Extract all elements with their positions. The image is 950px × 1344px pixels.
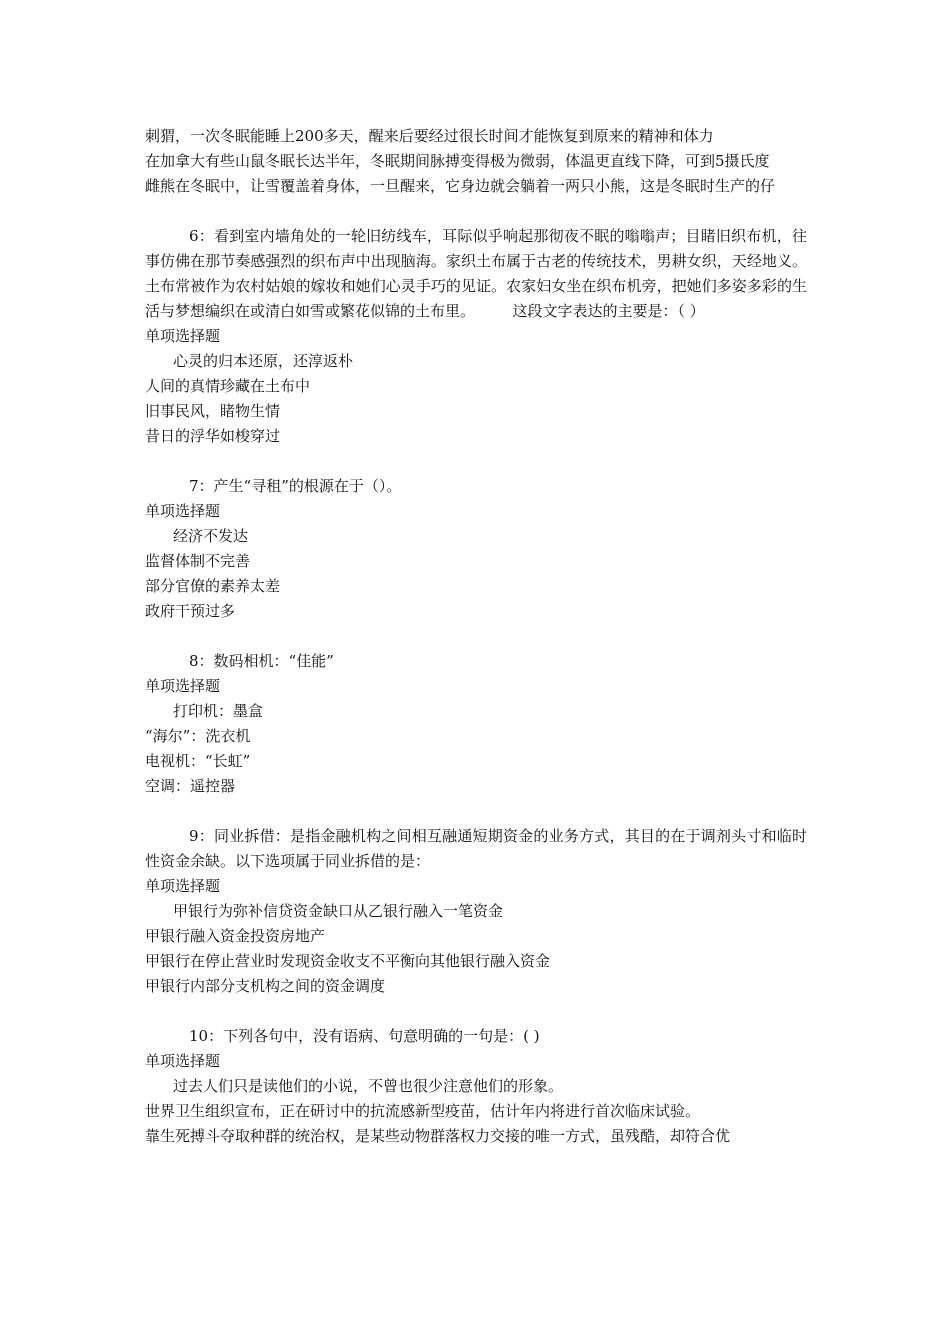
paragraph-gap — [145, 449, 807, 474]
option: 监督体制不完善 — [145, 552, 251, 570]
question-stem: 7：产生“寻租”的根源在于（）。 — [189, 477, 402, 495]
option: 世界卫生组织宣布，正在研讨中的抗流感新型疫苗，估计年内将进行首次临床试验。 — [145, 1102, 701, 1120]
paragraph-gap — [145, 799, 807, 824]
option: 靠生死搏斗夺取种群的统治权，是某些动物群落权力交接的唯一方式，虽残酷，却符合优 — [145, 1127, 731, 1145]
question-stem: 8：数码相机：“佳能” — [189, 652, 334, 670]
option: 经济不发达 — [173, 527, 249, 545]
option: 电视机：“长虹” — [145, 752, 251, 770]
option: 心灵的归本还原，还淳返朴 — [173, 352, 354, 370]
question-type: 单项选择题 — [145, 502, 221, 520]
paragraph-gap — [145, 999, 807, 1024]
question-type: 单项选择题 — [145, 1052, 221, 1070]
question-stem: 9：同业拆借：是指金融机构之间相互融通短期资金的业务方式，其目的在于调剂头寸和临时性资金余缺。以下选项属于同业拆借的是： — [145, 827, 807, 870]
option: 甲银行在停止营业时发现资金收支不平衡向其他银行融入资金 — [145, 952, 551, 970]
document-page — [145, 124, 807, 1149]
intro-line: 在加拿大有些山鼠冬眠长达半年，冬眠期间脉搏变得极为微弱，体温更直线下降，可到5摄氏度 — [145, 152, 770, 170]
paragraph-gap — [145, 199, 807, 224]
intro-line: 刺猬，一次冬眠能睡上200多天，醒来后要经过很长时间才能恢复到原来的精神和体力 — [145, 127, 714, 145]
question-type: 单项选择题 — [145, 677, 221, 695]
option: 甲银行融入资金投资房地产 — [145, 927, 326, 945]
question-type: 单项选择题 — [145, 327, 221, 345]
option: “海尔”：洗衣机 — [145, 727, 251, 745]
question-type: 单项选择题 — [145, 877, 221, 895]
option: 甲银行为弥补信贷资金缺口从乙银行融入一笔资金 — [173, 902, 504, 920]
question-stem: 10：下列各句中，没有语病、句意明确的一句是：( ) — [189, 1027, 540, 1045]
option: 旧事民风，睹物生情 — [145, 402, 281, 420]
question-stem: 6：看到室内墙角处的一轮旧纺线车，耳际似乎响起那彻夜不眠的嗡嗡声；目睹旧织布机，往事仿佛在那节奏感强烈的织布声中出现脑海。家织土布属于古老的传统技术，男耕女织，天经地义。土布常被作为农村姑娘的嫁妆和她们心灵手巧的见证。农家妇女坐在织布机旁，把她们多姿多彩的生活与梦想编织在或清白如雪或繁花似锦的土布里。 这段文字表达的主要是：（ ） — [145, 227, 807, 320]
option: 人间的真情珍藏在土布中 — [145, 377, 311, 395]
option: 过去人们只是读他们的小说，不曾也很少注意他们的形象。 — [173, 1077, 564, 1095]
option: 空调：遥控器 — [145, 777, 236, 795]
paragraph-gap — [145, 624, 807, 649]
option: 部分官僚的素养太差 — [145, 577, 281, 595]
option: 昔日的浮华如梭穿过 — [145, 427, 281, 445]
option: 甲银行内部分支机构之间的资金调度 — [145, 977, 386, 995]
option: 打印机：墨盒 — [173, 702, 264, 720]
option: 政府干预过多 — [145, 602, 236, 620]
intro-line: 雌熊在冬眠中，让雪覆盖着身体，一旦醒来，它身边就会躺着一两只小熊，这是冬眠时生产的仔 — [145, 177, 776, 195]
